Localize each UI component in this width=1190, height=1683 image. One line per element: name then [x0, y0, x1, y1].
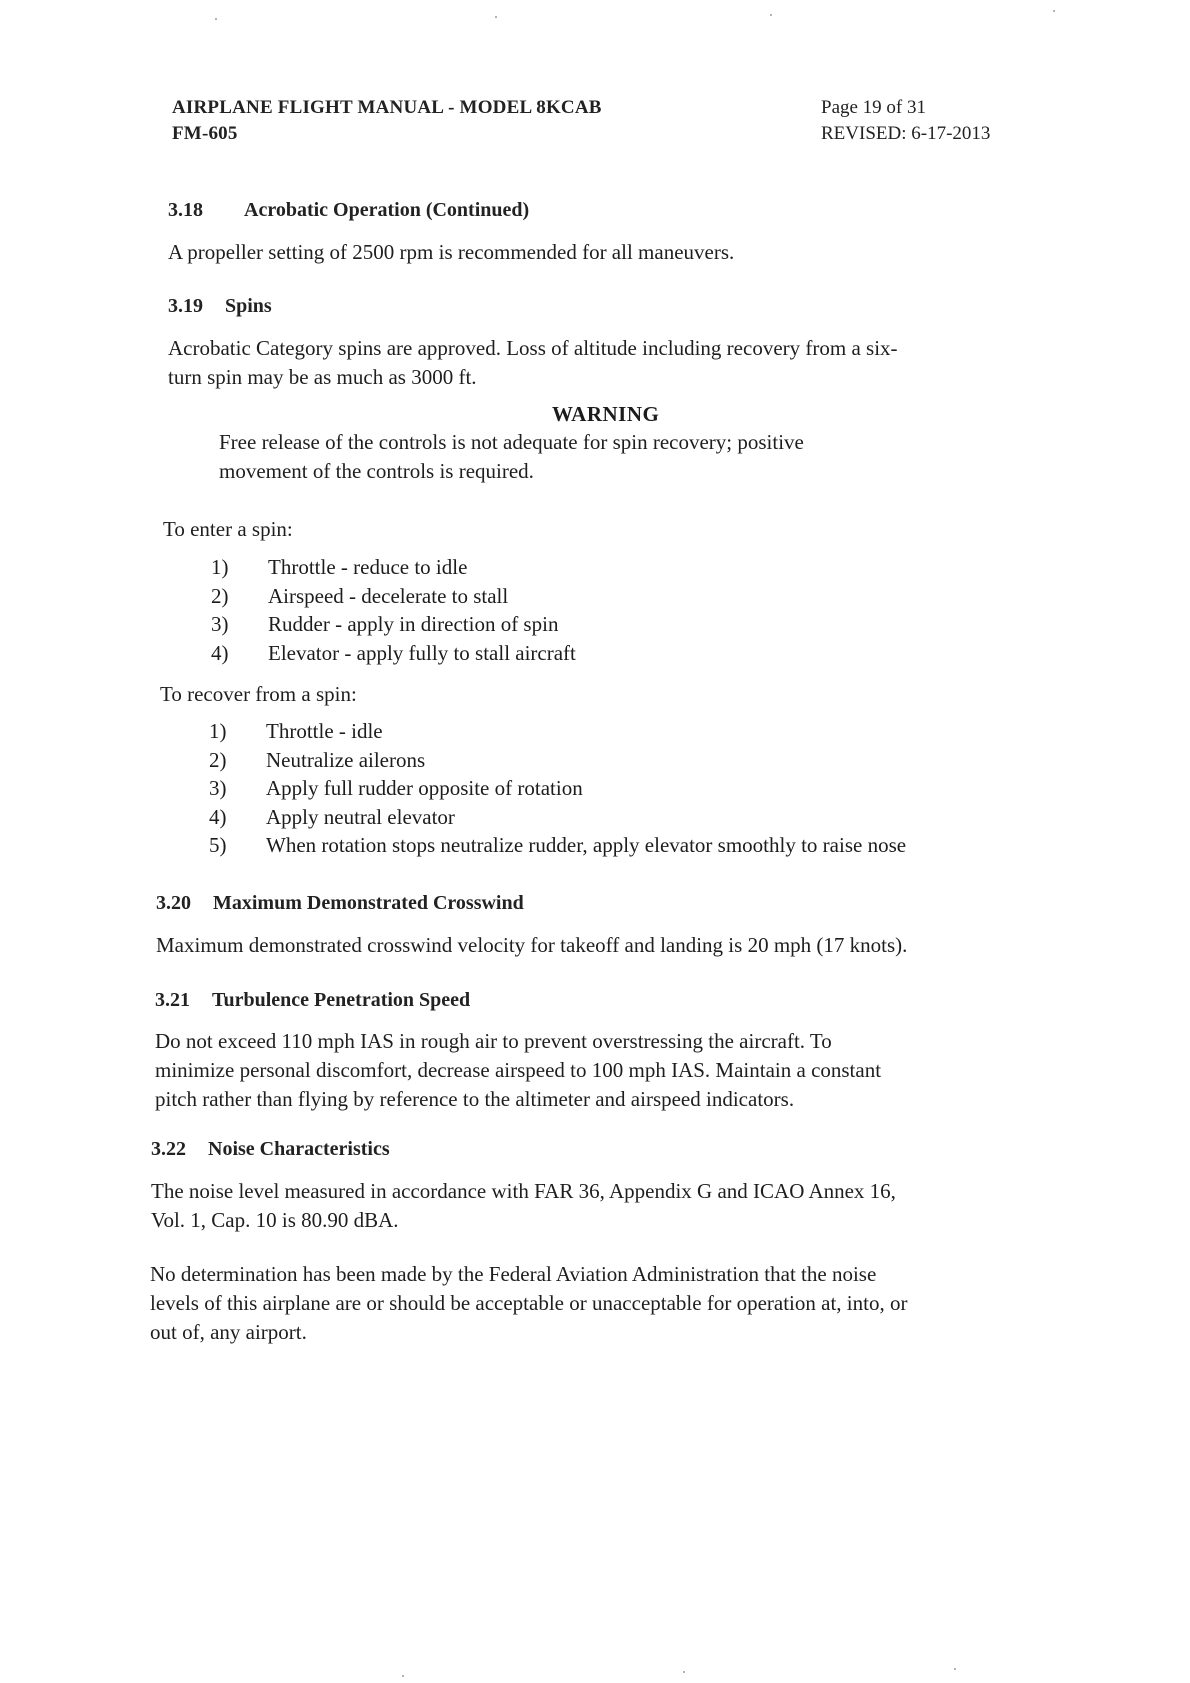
- scan-speck: [402, 1675, 404, 1677]
- step-number: 4): [211, 640, 229, 665]
- paragraph-line: turn spin may be as much as 3000 ft.: [168, 365, 477, 389]
- scan-speck: [770, 14, 772, 16]
- paragraph-line: out of, any airport.: [150, 1320, 307, 1344]
- paragraph-line: minimize personal discomfort, decrease airspeed to 100 mph IAS. Maintain a constant: [155, 1058, 882, 1082]
- section-title: Acrobatic Operation (Continued): [244, 199, 530, 221]
- section-title: Spins: [225, 295, 272, 317]
- scan-speck: [1053, 10, 1055, 12]
- list-item: [209, 831, 906, 860]
- document-number: FM-605: [172, 123, 238, 144]
- step-text: Throttle - idle: [266, 719, 383, 743]
- step-number: 2): [209, 747, 227, 772]
- recover-spin-steps: [209, 717, 906, 860]
- paragraph-line: Do not exceed 110 mph IAS in rough air to prevent overstressing the aircraft. To: [155, 1029, 832, 1053]
- section-heading-3-21: [155, 989, 470, 1012]
- header-left: [172, 95, 602, 147]
- step-text: Neutralize ailerons: [266, 747, 426, 772]
- section-number: 3.22: [151, 1138, 186, 1160]
- paragraph-line: Free release of the controls is not adequate for spin recovery; positive: [219, 430, 804, 454]
- paragraph-line: Maximum demonstrated crosswind velocity for takeoff and landing is 20 mph (17 knots).: [156, 933, 908, 957]
- list-item: [209, 803, 906, 832]
- paragraph-faa-determination: [150, 1260, 907, 1347]
- paragraph-noise-level: [151, 1177, 896, 1235]
- warning-title: WARNING: [552, 402, 660, 426]
- list-item: [209, 717, 906, 746]
- step-text: Airspeed - decelerate to stall: [268, 583, 509, 608]
- paragraph-line: pitch rather than flying by reference to the altimeter and airspeed indicators.: [155, 1087, 795, 1111]
- scan-speck: [683, 1671, 685, 1673]
- recover-spin-intro: [160, 680, 357, 709]
- section-number: 3.20: [156, 892, 191, 914]
- manual-title: AIRPLANE FLIGHT MANUAL - MODEL 8KCAB: [172, 97, 602, 118]
- section-number: 3.18: [168, 199, 203, 221]
- section-title: Maximum Demonstrated Crosswind: [213, 892, 524, 914]
- page-number: Page 19 of 31: [821, 97, 927, 118]
- list-item: [211, 553, 576, 582]
- step-text: Apply neutral elevator: [266, 804, 455, 829]
- warning-text: [219, 428, 804, 486]
- scan-speck: [215, 18, 217, 20]
- section-number: 3.21: [155, 989, 190, 1011]
- section-heading-3-19: [168, 295, 272, 318]
- step-number: 4): [209, 804, 227, 829]
- section-heading-3-20: [156, 892, 524, 915]
- paragraph-line: Acrobatic Category spins are approved. Loss of altitude including recovery from a six-: [168, 336, 898, 360]
- list-item: [209, 746, 906, 775]
- paragraph-propeller-setting: [168, 238, 734, 267]
- revision-date: REVISED: 6-17-2013: [821, 123, 991, 144]
- step-number: 2): [211, 583, 229, 608]
- paragraph-line: No determination has been made by the Federal Aviation Administration that the noise: [150, 1262, 877, 1286]
- enter-spin-intro: [163, 515, 293, 544]
- paragraph-line: To recover from a spin:: [160, 682, 357, 706]
- step-text: When rotation stops neutralize rudder, apply elevator smoothly to raise nose: [266, 833, 907, 857]
- list-item: [211, 639, 576, 668]
- step-text: Throttle - reduce to idle: [268, 555, 468, 579]
- enter-spin-steps: [211, 553, 576, 667]
- paragraph-line: Vol. 1, Cap. 10 is 80.90 dBA.: [151, 1208, 399, 1232]
- scan-speck: [954, 1668, 956, 1670]
- paragraph-line: The noise level measured in accordance with FAR 36, Appendix G and ICAO Annex 16,: [151, 1179, 896, 1203]
- paragraph-spins: [168, 334, 898, 392]
- list-item: [209, 774, 906, 803]
- step-number: 5): [209, 833, 227, 857]
- paragraph-line: A propeller setting of 2500 rpm is recommended for all maneuvers.: [168, 240, 735, 264]
- list-item: [211, 582, 576, 611]
- scan-speck: [495, 16, 497, 18]
- paragraph-line: To enter a spin:: [163, 517, 293, 541]
- paragraph-crosswind: [156, 931, 907, 960]
- step-number: 3): [211, 612, 229, 636]
- paragraph-turbulence: [155, 1027, 881, 1114]
- step-text: Elevator - apply fully to stall aircraft: [268, 640, 576, 665]
- step-number: 3): [209, 776, 227, 800]
- section-heading-3-18: [168, 199, 529, 222]
- section-heading-3-22: [151, 1138, 390, 1161]
- paragraph-line: movement of the controls is required.: [219, 459, 534, 483]
- header-right: [821, 95, 990, 147]
- section-title: Turbulence Penetration Speed: [212, 989, 471, 1011]
- list-item: [211, 610, 576, 639]
- step-text: Apply full rudder opposite of rotation: [266, 776, 583, 800]
- step-number: 1): [211, 555, 229, 579]
- paragraph-line: levels of this airplane are or should be acceptable or unacceptable for operation at, into, or: [150, 1291, 908, 1315]
- step-text: Rudder - apply in direction of spin: [268, 612, 559, 636]
- section-number: 3.19: [168, 295, 203, 317]
- section-title: Noise Characteristics: [208, 1138, 390, 1160]
- step-number: 1): [209, 719, 227, 743]
